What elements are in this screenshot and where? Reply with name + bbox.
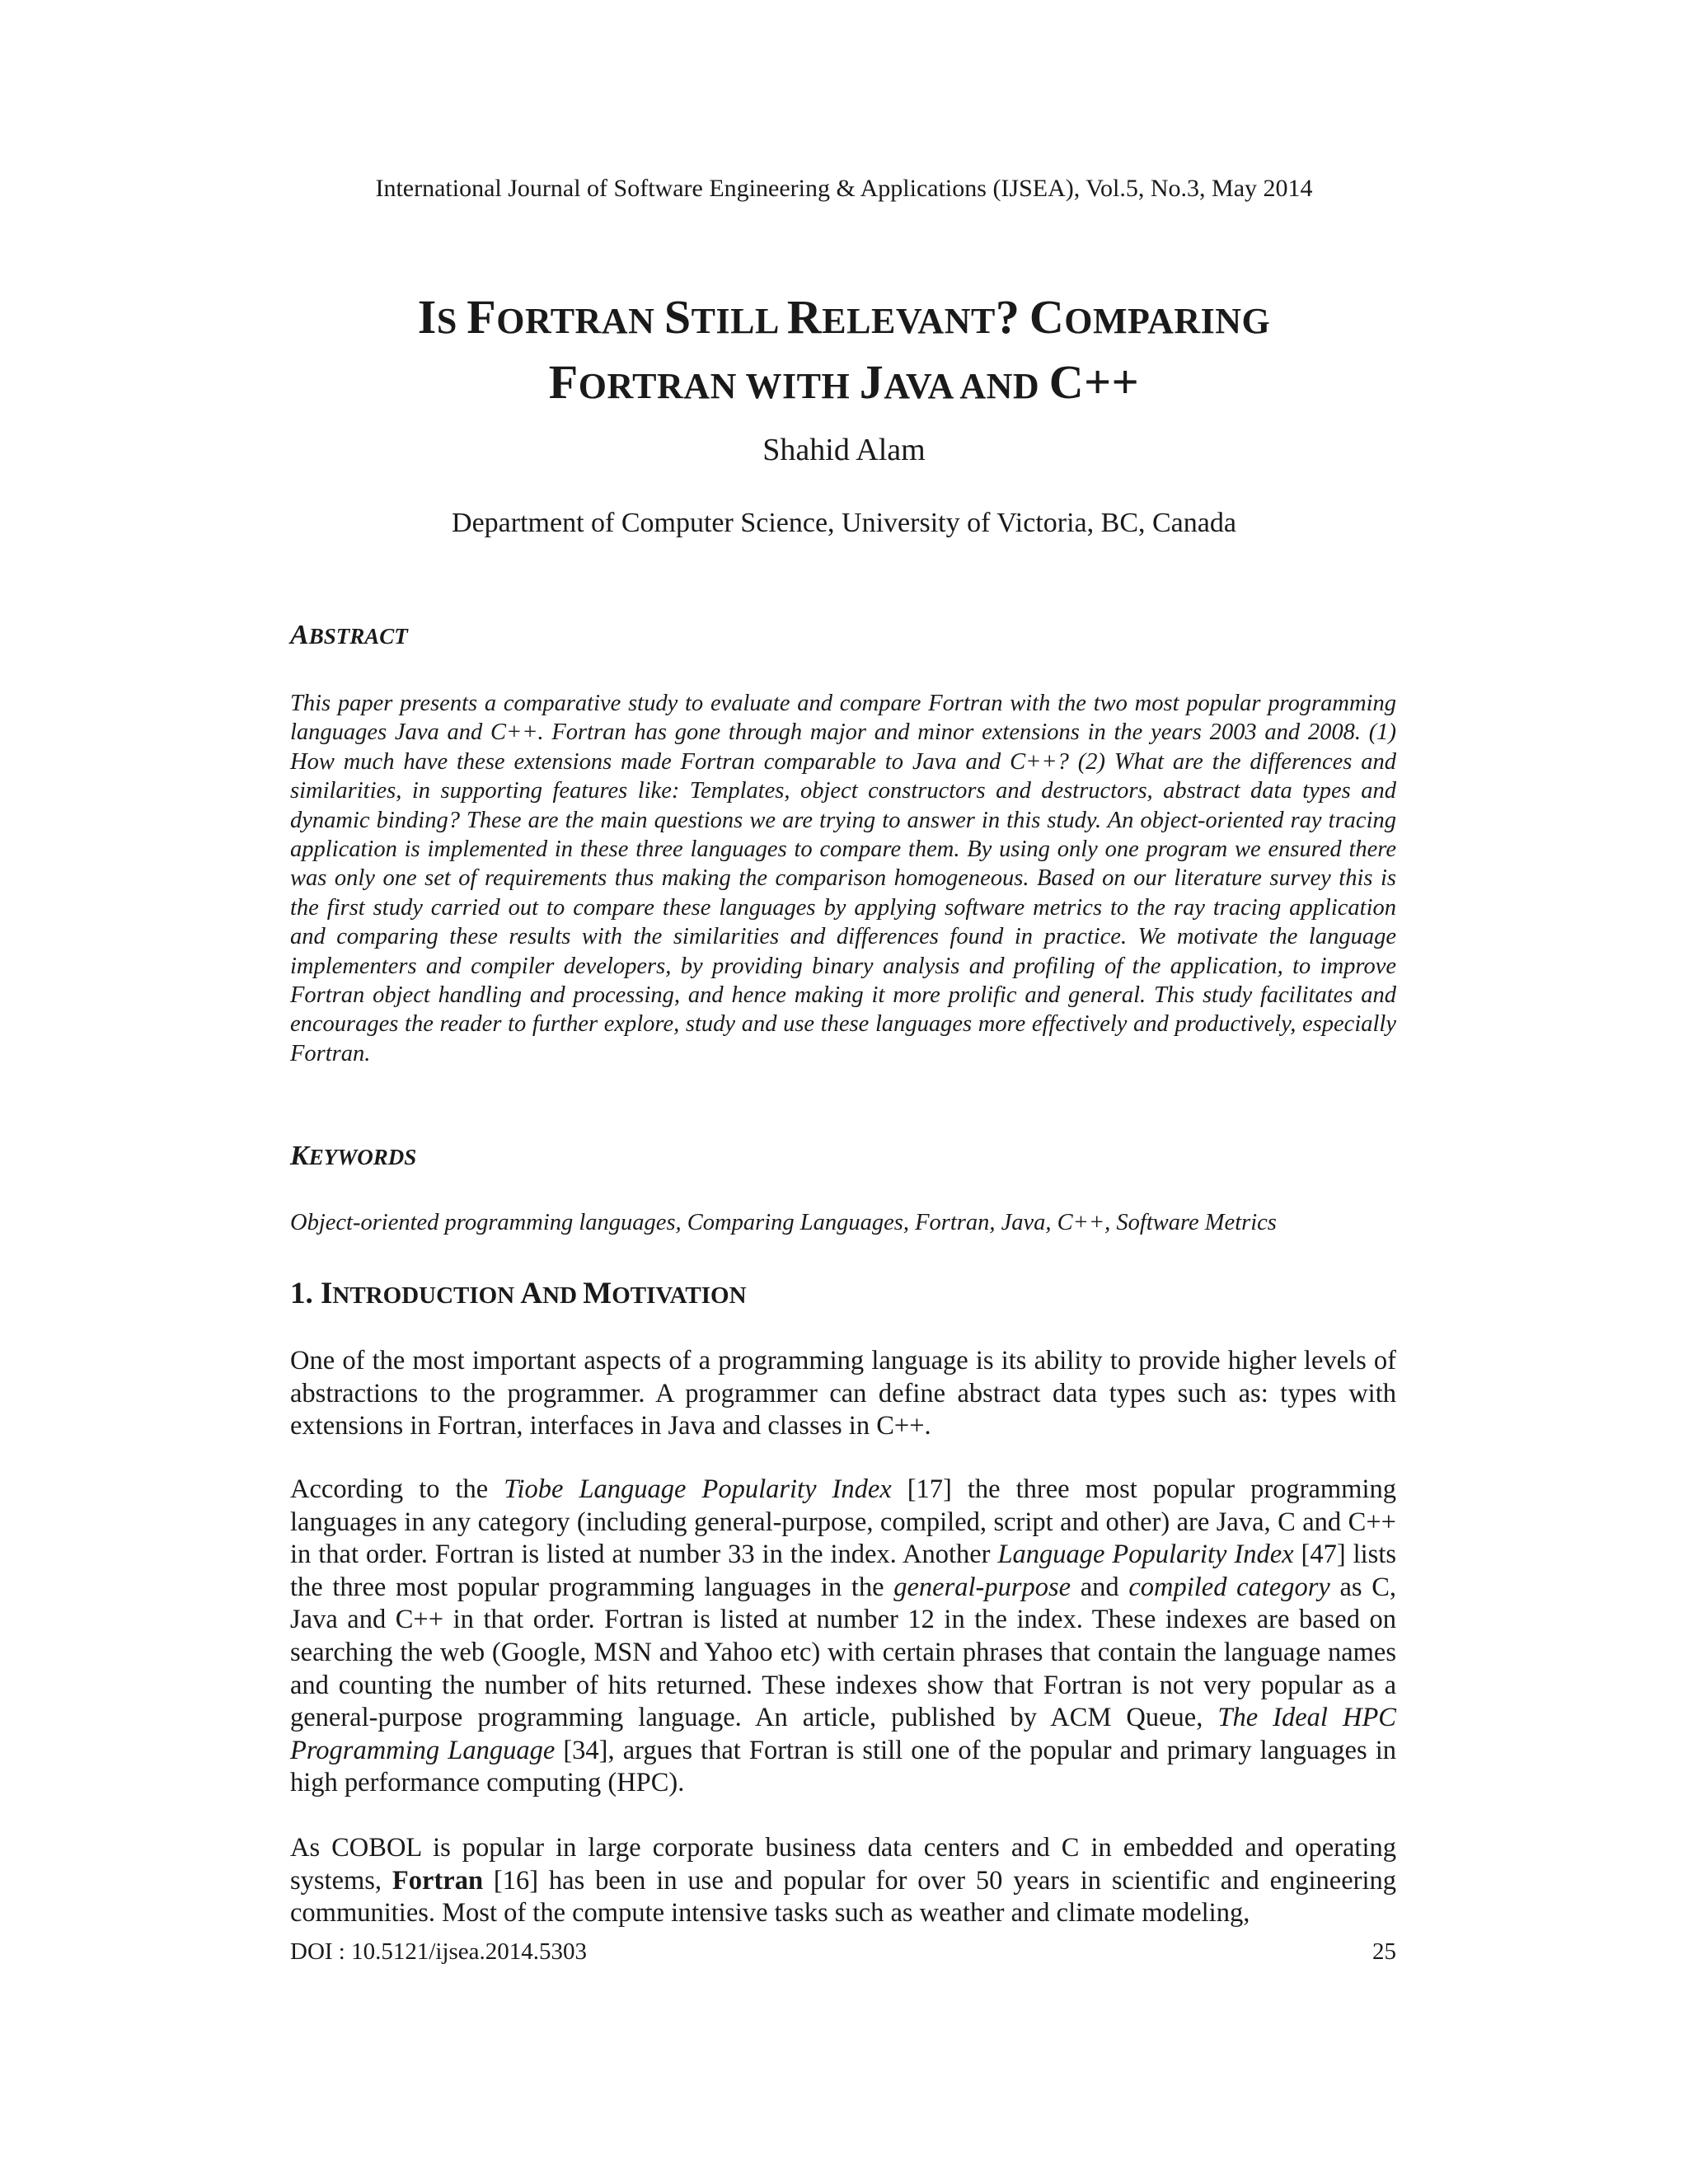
emphasis-term: compiled category bbox=[1128, 1572, 1330, 1602]
emphasis-term: general-purpose bbox=[893, 1572, 1071, 1602]
page-number: 25 bbox=[1372, 1938, 1396, 1965]
abstract-heading: ABSTRACT bbox=[290, 620, 408, 650]
intro-paragraph-1: One of the most important aspects of a programming language is its ability to provide higher levels of abstractions to the programmer. A programmer can define abstract data types such as: types with extensions in Fortran, interfaces in Java and classes in C++. bbox=[290, 1346, 1396, 1441]
emphasis-bold: Fortran bbox=[392, 1865, 484, 1896]
journal-header: International Journal of Software Engineering & Applications (IJSEA), Vol.5, No.3, May 2014 bbox=[375, 175, 1313, 202]
paper-title bbox=[0, 287, 1688, 417]
intro-paragraph-3: As COBOL is popular in large corporate business data centers and C in embedded and operating systems, Fortran [16] has been in use and popular for over 50 years in scientific and engineering communities. Most of the compute intensive tasks such as weather and climate modeling, bbox=[290, 1833, 1396, 1929]
citation-title: The Ideal HPC Programming Language bbox=[290, 1703, 1396, 1765]
intro-paragraph-2: According to the Tiobe Language Popularity Index [17] the three most popular programming languages in any category (including general-purpose, compiled, script and other) are Java, C and C++ in that order. Fortran is listed at number 33 in the index. Another Language Popularity Index [47] lists the three most popular programming languages in the general-purpose and compiled category as C, Java and C++ in that order. Fortran is listed at number 12 in the index. These indexes are based on searching the web (Google, MSN and Yahoo etc) with certain phrases that contain the language names and counting the number of hits returned. These indexes show that Fortran is not very popular as a general-purpose programming language. An article, published by ACM Queue, The Ideal HPC Programming Language [34], argues that Fortran is still one of the popular and primary languages in high performance computing (HPC). bbox=[290, 1474, 1396, 1798]
title-line-2: FORTRAN WITH JAVA AND C++ bbox=[548, 355, 1140, 409]
author-name: Shahid Alam bbox=[762, 433, 926, 467]
section-heading-introduction: 1. INTRODUCTION AND MOTIVATION bbox=[290, 1277, 747, 1310]
footer-doi: DOI : 10.5121/ijsea.2014.5303 bbox=[290, 1938, 588, 1965]
keywords-heading: KEYWORDS bbox=[290, 1141, 417, 1171]
abstract-text: This paper presents a comparative study to evaluate and compare Fortran with the two most popular programming languages Java and C++. Fortran has gone through major and minor extensions in the years 2003 and 2008. (1) How much have these extensions made Fortran comparable to Java and C++? (2) What are the differences and similarities, in supporting features like: Templates, object constructors and destructors, abstract data types and dynamic binding? These are the main questions we are trying to answer in this study. An object-oriented ray tracing application is implemented in these three languages to compare them. By using only one program we ensured there was only one set of requirements thus making the comparison homogeneous. Based on our literature survey this is the first study carried out to compare these languages by applying software metrics to the ray tracing application and comparing these results with the similarities and differences found in practice. We motivate the language implementers and compiler developers, by providing binary analysis and profiling of the application, to improve Fortran object handling and processing, and hence making it more prolific and general. This study facilitates and encourages the reader to further explore, study and use these languages more effectively and productively, especially Fortran. bbox=[290, 691, 1396, 1066]
author-affiliation: Department of Computer Science, University of Victoria, BC, Canada bbox=[452, 508, 1236, 538]
citation-title: Tiobe Language Popularity Index bbox=[504, 1474, 892, 1504]
citation-title: Language Popularity Index bbox=[997, 1540, 1294, 1570]
keywords-text: Object-oriented programming languages, Comparing Languages, Fortran, Java, C++, Software Metrics bbox=[290, 1210, 1277, 1235]
title-line-1: IS FORTRAN STILL RELEVANT? COMPARING bbox=[417, 290, 1271, 344]
